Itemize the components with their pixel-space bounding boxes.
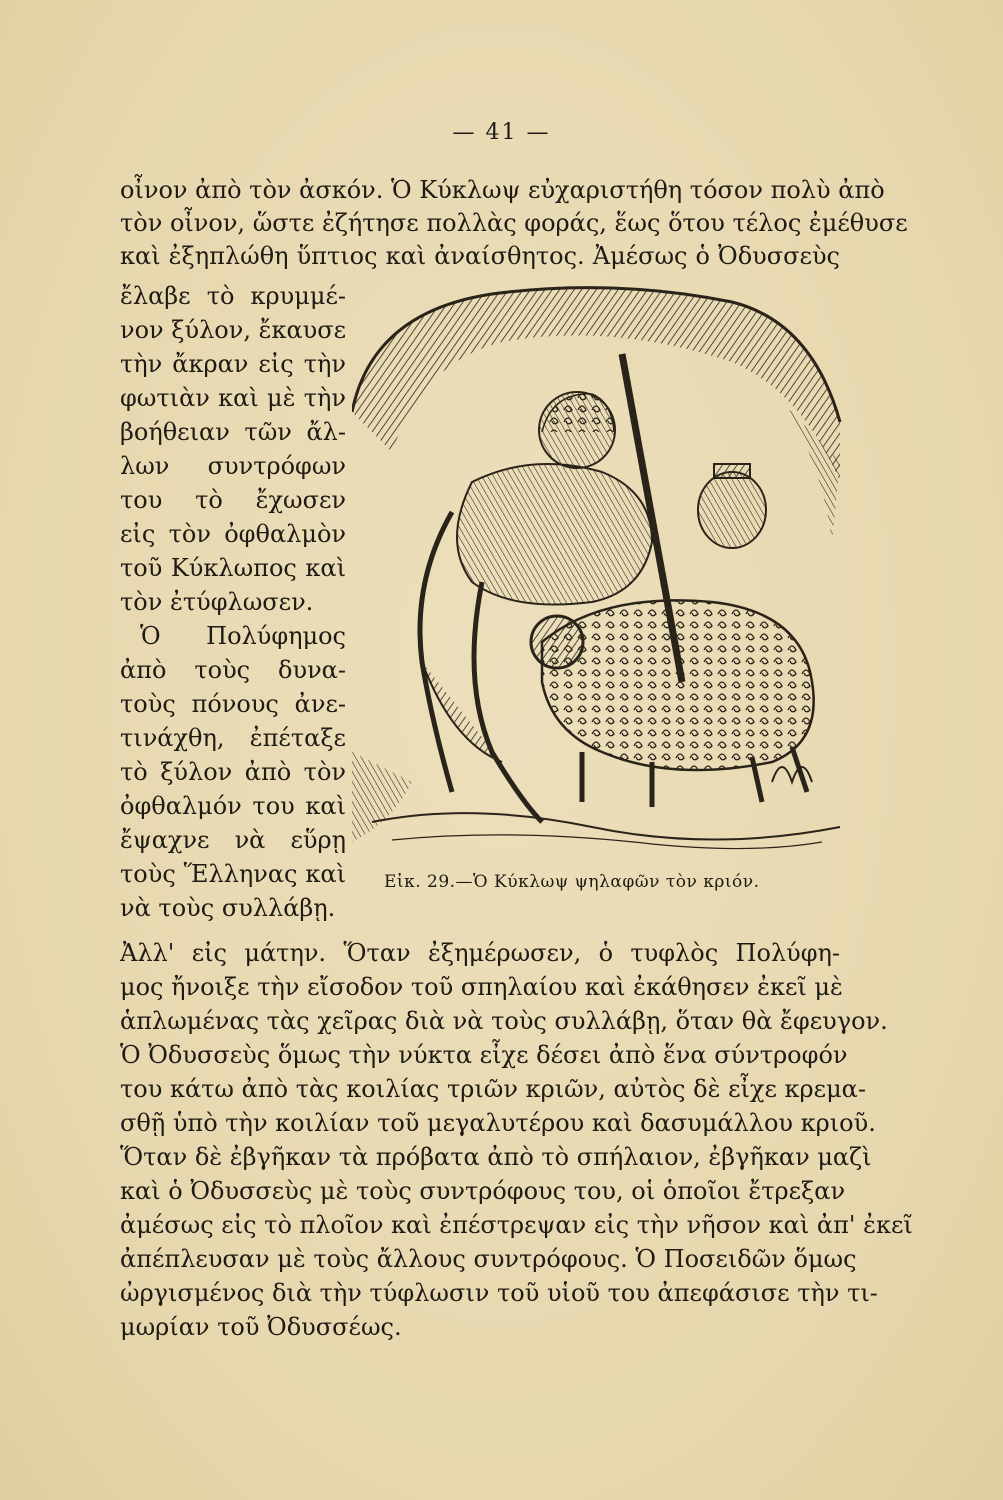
text-line: τοὺς Ἕλληνας καὶ: [120, 860, 346, 888]
text-line: Ὁ Ὀδυσσεὺς ὅμως τὴν νύκτα εἶχε δέσει ἀπὸ ἕνα σύντροφόν: [120, 1041, 848, 1069]
text-line: τὸν οἶνον, ὥστε ἐζήτησε πολλὰς φοράς, ἕως ὅτου τέλος ἐμέθυσε: [120, 209, 908, 237]
text-line: νον ξύλον, ἔκαυσε: [120, 316, 347, 344]
text-line: ἔλαβε τὸ κρυμμέ-: [120, 282, 346, 310]
text-line: ἀμέσως εἰς τὸ πλοῖον καὶ ἐπέστρεψαν εἰς τὴν νῆσον καὶ ἀπ' ἐκεῖ: [120, 1211, 913, 1239]
text-line: λων συντρόφων: [120, 452, 346, 480]
text-line: καὶ ἐξηπλώθη ὕπτιος καὶ ἀναίσθητος. Ἀμέσως ὁ Ὀδυσσεὺς: [120, 242, 840, 270]
text-line: ἀπὸ τοὺς δυνα-: [120, 656, 346, 684]
text-line: του τὸ ἔχωσεν: [120, 486, 346, 514]
text-line: καὶ ὁ Ὀδυσσεὺς μὲ τοὺς συντρόφους του, οἱ ὁποῖοι ἔτρεξαν: [120, 1177, 846, 1205]
text-line: τοῦ Κύκλωπος καὶ: [120, 554, 346, 582]
text-line: μος ἤνοιξε τὴν εἴσοδον τοῦ σπηλαίου καὶ ἐκάθησεν ἐκεῖ μὲ: [120, 973, 843, 1001]
text-line: ἔψαχνε νὰ εὕρῃ: [120, 826, 346, 854]
text-line: τὸ ξύλον ἀπὸ τὸν: [120, 758, 346, 786]
text-line: τὸν ἐτύφλωσεν.: [120, 588, 314, 616]
text-line: μωρίαν τοῦ Ὀδυσσέως.: [120, 1313, 402, 1341]
text-line: τοὺς πόνους ἀνε-: [120, 690, 346, 718]
engraving-figure: [352, 282, 842, 864]
text-line: νὰ τοὺς συλλάβῃ.: [120, 894, 336, 922]
text-line: οἶνον ἀπὸ τὸν ἀσκόν. Ὁ Κύκλωψ εὐχαριστήθη τόσον πολὺ ἀπὸ: [120, 176, 885, 204]
text-line: του κάτω ἀπὸ τὰς κοιλίας τριῶν κριῶν, αὐτὸς δὲ εἶχε κρεμα-: [120, 1075, 866, 1103]
text-line: εἰς τὸν ὀφθαλμὸν: [120, 520, 346, 548]
figure-caption: Εἰκ. 29.—Ὁ Κύκλωψ ψηλαφῶν τὸν κριόν.: [384, 872, 760, 892]
text-line: Ὁ Πολύφημος: [140, 622, 346, 650]
text-line: Ὅταν δὲ ἐβγῆκαν τὰ πρόβατα ἀπὸ τὸ σπήλαιον, ἐβγῆκαν μαζὶ: [120, 1143, 872, 1171]
text-line: Ἀλλ' εἰς μάτην. Ὅταν ἐξημέρωσεν, ὁ τυφλὸς Πολύφη-: [120, 939, 840, 967]
text-line: ἀπέπλευσαν μὲ τοὺς ἄλλους συντρόφους. Ὁ Ποσειδῶν ὅμως: [120, 1245, 857, 1273]
text-line: φωτιὰν καὶ μὲ τὴν: [120, 384, 346, 412]
text-line: ἁπλωμένας τὰς χεῖρας διὰ νὰ τοὺς συλλάβῃ, ὅταν θὰ ἔφευγον.: [120, 1007, 888, 1035]
page-number: — 41 —: [452, 120, 551, 145]
text-line: σθῇ ὑπὸ τὴν κοιλίαν τοῦ μεγαλυτέρου καὶ δασυμάλλου κριοῦ.: [120, 1109, 876, 1137]
text-line: ὠργισμένος διὰ τὴν τύφλωσιν τοῦ υἱοῦ του ἀπεφάσισε τὴν τι-: [120, 1279, 878, 1307]
text-line: τὴν ἄκραν εἰς τὴν: [120, 350, 346, 378]
text-line: τινάχθη, ἐπέταξε: [120, 724, 346, 752]
cyclops-ram-engraving-icon: [352, 282, 842, 864]
text-line: βοήθειαν τῶν ἄλ-: [120, 418, 346, 446]
text-line: ὀφθαλμόν του καὶ: [120, 792, 346, 820]
